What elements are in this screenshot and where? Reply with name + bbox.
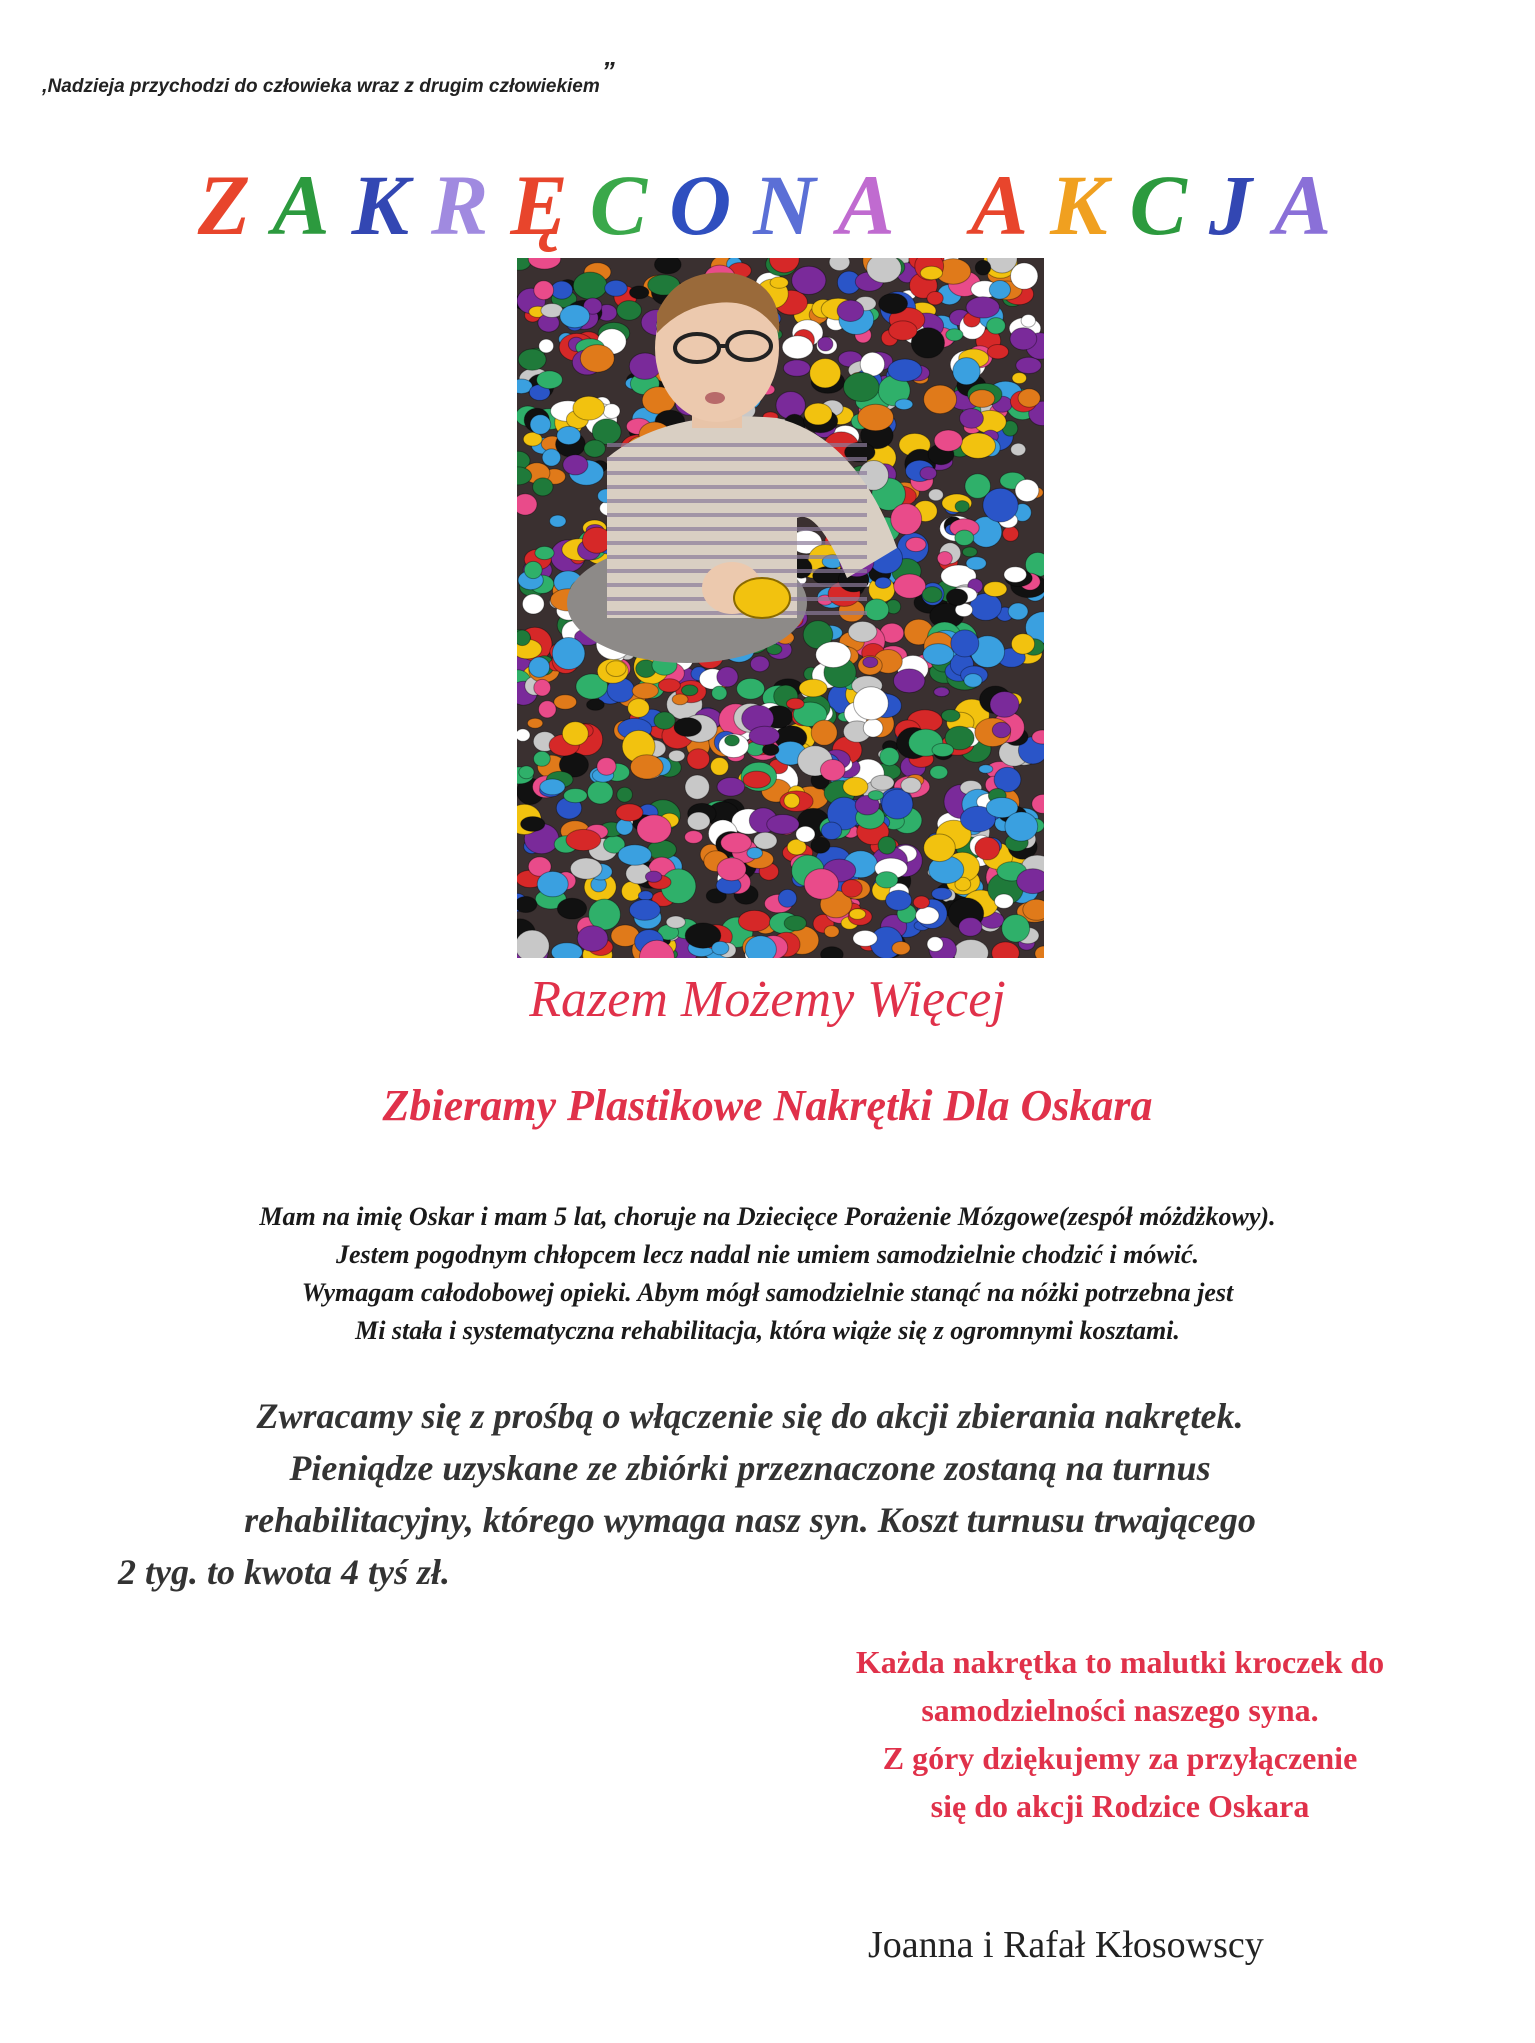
- story-line: Jestem pogodnym chłopcem lecz nadal nie umiem samodzielnie chodzić i mówić.: [335, 1240, 1199, 1269]
- appeal-line: Pieniądze uzyskane ze zbiórki przeznaczone zostaną na turnus: [289, 1448, 1211, 1488]
- thanks-line: Z góry dziękujemy za przyłączenie: [882, 1740, 1358, 1776]
- bottle-cap: [922, 587, 942, 603]
- title-letter: A: [1273, 157, 1338, 253]
- bottle-cap: [787, 698, 805, 709]
- bottle-cap: [875, 577, 891, 588]
- bottle-cap: [745, 936, 776, 958]
- bottle-cap: [632, 683, 658, 699]
- bottle-cap: [889, 321, 917, 340]
- sweater-stripe: [607, 471, 867, 475]
- title-letter: K: [351, 157, 416, 253]
- bottle-cap: [804, 869, 838, 899]
- bottle-cap: [824, 926, 839, 938]
- title-letter: C: [589, 157, 654, 253]
- bottle-cap: [557, 898, 586, 919]
- bottle-cap: [524, 561, 542, 578]
- bottle-cap: [1002, 915, 1030, 943]
- bottle-cap: [992, 722, 1010, 738]
- bottle-cap: [853, 930, 877, 946]
- bottle-cap: [784, 916, 806, 931]
- bottle-cap: [923, 644, 954, 665]
- bottle-cap: [782, 336, 813, 359]
- bottle-cap: [865, 599, 889, 621]
- bottle-cap: [551, 281, 573, 299]
- story-line: Mi stała i systematyczna rehabilitacja, która wiąże się z ogromnymi kosztami.: [355, 1316, 1180, 1345]
- bottle-cap: [979, 765, 993, 774]
- bottle-cap: [955, 530, 974, 545]
- bottle-cap: [534, 281, 554, 300]
- bottle-cap: [913, 896, 929, 909]
- bottle-cap: [587, 699, 605, 710]
- appeal-line: rehabilitacyjny, którego wymaga nasz syn. Koszt turnusu trwającego: [244, 1500, 1256, 1540]
- bottle-cap: [1023, 899, 1044, 920]
- bottle-cap: [717, 667, 738, 687]
- bottle-cap: [811, 837, 830, 853]
- title-letter: R: [431, 157, 495, 253]
- bottle-cap: [1012, 373, 1026, 384]
- bottle-cap: [1010, 328, 1037, 350]
- title-letter: K: [1050, 157, 1114, 253]
- bottle-cap: [867, 258, 902, 283]
- bottle-cap: [894, 669, 925, 693]
- bottle-cap: [521, 817, 545, 832]
- sweater-stripe: [607, 457, 867, 461]
- bottle-cap: [975, 837, 1000, 860]
- bottle-cap: [518, 349, 546, 370]
- bottle-cap: [540, 779, 565, 795]
- bottle-cap: [770, 277, 788, 288]
- sweater-stripe: [607, 555, 867, 559]
- bottle-cap: [843, 777, 868, 796]
- bottle-cap: [953, 358, 980, 385]
- motto-text: Nadzieja przychodzi do człowieka wraz z drugim człowiekiem: [47, 76, 600, 97]
- bottle-cap: [987, 318, 1006, 334]
- child-photo: [517, 258, 1044, 958]
- signature: Joanna i Rafał Kłosowscy: [868, 1924, 1264, 1966]
- bottle-cap: [606, 661, 626, 677]
- bottle-cap: [712, 686, 727, 700]
- bottle-cap: [767, 815, 799, 835]
- bottle-cap: [638, 891, 652, 901]
- bottle-cap: [844, 373, 880, 402]
- bottle-cap: [763, 744, 779, 756]
- bottle-cap: [552, 638, 585, 670]
- sweater-stripe: [607, 485, 867, 489]
- bottle-cap: [712, 941, 729, 954]
- bottle-cap: [534, 751, 551, 766]
- bottle-cap: [754, 832, 777, 849]
- bottle-cap: [837, 300, 864, 321]
- story-line: Wymagam całodobowej opieki. Abym mógł samodzielnie stanąć na nóżki potrzebna jest: [301, 1278, 1234, 1307]
- bottle-cap: [597, 758, 616, 776]
- bottle-cap: [891, 504, 922, 535]
- bottle-cap: [1008, 603, 1028, 620]
- bottle-cap: [930, 766, 948, 779]
- bottle-cap: [792, 266, 826, 294]
- bottle-cap: [960, 409, 984, 429]
- bottle-cap: [603, 404, 620, 419]
- bottle-cap: [725, 735, 740, 746]
- bottle-cap: [628, 699, 650, 718]
- bottle-cap: [630, 755, 663, 779]
- quote-close-mark: ”: [601, 56, 615, 86]
- bottle-cap: [527, 718, 542, 728]
- bottle-cap: [717, 858, 746, 881]
- bottle-cap: [934, 687, 949, 696]
- bottle-cap: [557, 426, 581, 444]
- story-paragraph: [0, 1198, 1535, 1350]
- bottle-cap: [951, 630, 979, 657]
- sweater-stripe: [607, 513, 867, 517]
- bottle-cap: [554, 695, 577, 710]
- bottle-cap: [863, 719, 883, 737]
- bottle-cap: [821, 822, 841, 839]
- bottle-cap: [580, 345, 614, 373]
- bottle-cap: [563, 455, 588, 475]
- bottle-cap: [685, 831, 703, 844]
- slogan: Razem Możemy Więcej: [529, 971, 1006, 1028]
- bottle-cap: [920, 467, 937, 480]
- bottle-cap: [1011, 263, 1038, 289]
- bottle-cap: [946, 329, 963, 341]
- bottle-cap: [964, 674, 982, 688]
- bottle-cap: [975, 260, 990, 275]
- bottle-cap: [674, 718, 701, 737]
- bottle-cap: [941, 710, 960, 722]
- bottle-cap: [927, 292, 943, 305]
- title-letter: A: [272, 157, 336, 253]
- bottle-cap: [1011, 443, 1026, 455]
- sweater-stripe: [607, 443, 867, 447]
- bottle-cap: [888, 359, 922, 381]
- bottle-cap: [617, 787, 633, 802]
- bottle-cap: [820, 760, 845, 781]
- bottle-cap: [783, 360, 810, 376]
- campaign-heading: Zbieramy Plastikowe Nakrętki Dla Oskara: [382, 1081, 1153, 1130]
- motto-quote: [42, 56, 615, 99]
- bottle-cap: [743, 771, 771, 788]
- bottle-cap: [617, 301, 642, 321]
- bottle-cap: [821, 947, 844, 958]
- bottle-cap: [946, 589, 967, 606]
- bottle-cap: [738, 910, 770, 931]
- bottle-cap: [1016, 357, 1041, 373]
- bottle-cap: [672, 694, 688, 705]
- bottle-cap: [880, 748, 899, 766]
- bottle-cap: [645, 871, 661, 882]
- bottle-cap: [654, 712, 675, 729]
- bottle-cap: [868, 791, 883, 801]
- bottle-cap: [892, 942, 910, 955]
- bottle-cap: [987, 345, 1008, 359]
- bottle-cap: [535, 546, 554, 559]
- bottle-cap: [920, 266, 942, 279]
- bottle-cap: [929, 489, 944, 501]
- bottle-cap: [959, 918, 982, 937]
- bottle-cap: [955, 501, 969, 513]
- title-letter: A: [970, 157, 1035, 253]
- sweater-stripe: [607, 527, 867, 531]
- bottle-cap: [784, 793, 800, 808]
- bottle-cap: [969, 390, 994, 408]
- bottle-cap: [655, 258, 682, 274]
- bottle-cap: [605, 280, 628, 296]
- bottle-cap: [995, 894, 1014, 908]
- bottle-cap: [916, 907, 939, 924]
- bottle-cap: [573, 396, 605, 420]
- bottle-cap: [630, 286, 649, 299]
- bottle-cap: [658, 679, 680, 692]
- bottle-cap: [669, 750, 685, 761]
- bottle-cap: [530, 415, 551, 435]
- bottle-cap: [517, 897, 537, 913]
- page-title: [0, 155, 1535, 255]
- bottle-cap: [560, 305, 590, 328]
- bottle-cap: [750, 656, 769, 672]
- bottle-cap: [799, 679, 827, 697]
- bottle-cap: [818, 337, 833, 351]
- bottle-cap: [841, 880, 862, 898]
- bottle-cap: [519, 766, 534, 779]
- bottle-cap: [618, 845, 651, 866]
- bottle-cap: [854, 687, 889, 720]
- bottle-cap: [878, 837, 896, 855]
- bottle-cap: [566, 829, 601, 850]
- appeal-paragraph: [110, 1390, 1390, 1598]
- bottle-cap: [811, 720, 837, 745]
- bottle-cap: [1021, 315, 1035, 328]
- bottle-cap: [882, 789, 913, 819]
- held-cap: [734, 578, 790, 618]
- bottle-cap: [871, 775, 894, 790]
- bottle-cap: [517, 494, 537, 515]
- bottle-cap: [682, 685, 698, 696]
- bottle-cap: [879, 294, 908, 314]
- bottle-cap: [924, 834, 956, 862]
- bottle-cap: [924, 385, 957, 414]
- bottle-cap: [895, 399, 913, 410]
- bottle-cap: [539, 701, 557, 718]
- bottle-cap: [570, 858, 602, 879]
- bottle-cap: [906, 537, 926, 551]
- bottle-cap: [529, 657, 550, 677]
- bottle-cap: [616, 804, 643, 821]
- bottle-cap: [849, 909, 865, 920]
- bottle-cap: [937, 552, 952, 566]
- bottle-cap: [983, 488, 1018, 522]
- bottle-cap: [816, 642, 851, 668]
- bottle-cap: [989, 281, 1010, 300]
- bottle-cap: [886, 890, 912, 910]
- bottle-cap: [537, 871, 568, 896]
- bottle-cap: [517, 930, 549, 958]
- title-letter: Z: [197, 157, 257, 253]
- bottle-cap: [990, 692, 1019, 718]
- bottle-cap: [932, 888, 952, 900]
- title-letter: N: [753, 157, 822, 253]
- bottle-cap: [533, 478, 553, 496]
- bottle-cap: [932, 743, 954, 756]
- bottle-cap: [587, 781, 613, 804]
- bottle-cap: [573, 272, 607, 299]
- bottle-cap: [778, 889, 796, 907]
- title-letter: C: [1129, 157, 1193, 253]
- bottle-cap: [522, 594, 544, 614]
- bottle-cap: [1011, 634, 1034, 655]
- thanks-line: samodzielności naszego syna.: [921, 1692, 1319, 1728]
- title-letter: J: [1208, 157, 1258, 253]
- bottle-cap: [901, 778, 921, 794]
- title-letter: Ę: [510, 157, 574, 253]
- bottle-cap: [577, 926, 608, 952]
- bottle-cap: [876, 872, 898, 888]
- bottle-cap: [629, 900, 660, 921]
- bottle-cap: [562, 722, 588, 746]
- sweater-stripe: [607, 499, 867, 503]
- bottle-cap: [685, 775, 709, 799]
- bottle-cap: [1018, 389, 1040, 407]
- bottle-cap: [637, 815, 671, 843]
- appeal-line: Zwracamy się z prośbą o włączenie się do akcji zbierania nakrętek.: [256, 1396, 1244, 1436]
- bottle-cap: [934, 430, 962, 451]
- bottle-cap: [711, 758, 729, 776]
- bottle-cap: [737, 678, 765, 699]
- bottle-cap: [1004, 567, 1027, 583]
- bottle-cap: [966, 557, 986, 570]
- bottle-cap: [966, 297, 999, 318]
- bottle-cap: [863, 657, 878, 668]
- quote-open-mark: ,: [42, 75, 48, 97]
- bottle-cap: [687, 812, 710, 830]
- bottle-cap: [810, 359, 841, 388]
- bottle-cap: [848, 621, 877, 642]
- title-letter: O: [669, 157, 738, 253]
- bottle-cap: [687, 749, 710, 769]
- bottle-cap: [1017, 869, 1044, 894]
- bottle-cap: [550, 515, 566, 527]
- bottle-cap: [747, 848, 763, 859]
- thanks-paragraph: [780, 1638, 1460, 1830]
- bottle-cap: [564, 789, 588, 803]
- appeal-line: 2 tyg. to kwota 4 tyś zł.: [118, 1552, 450, 1592]
- bottle-cap: [584, 440, 605, 457]
- bottle-cap: [517, 630, 530, 646]
- bottle-cap: [717, 778, 745, 797]
- bottle-cap: [721, 833, 752, 853]
- bottle-cap: [589, 899, 621, 930]
- story-line: Mam na imię Oskar i mam 5 lat, choruje na Dziecięce Porażenie Mózgowe(zespół móżdżkowy).: [259, 1202, 1276, 1231]
- thanks-line: Każda nakrętka to malutki kroczek do: [855, 1644, 1385, 1680]
- bottle-cap: [1015, 479, 1039, 501]
- title-letter: A: [837, 157, 901, 253]
- bottle-cap: [984, 582, 1007, 597]
- bottle-cap: [517, 729, 530, 741]
- bottle-cap: [534, 679, 551, 696]
- child-mouth: [705, 392, 725, 404]
- sweater-stripe: [607, 541, 867, 545]
- bottle-cap: [542, 449, 560, 466]
- bottle-cap: [927, 937, 943, 952]
- bottle-cap: [962, 547, 977, 557]
- bottle-cap: [804, 403, 832, 425]
- bottle-cap: [666, 916, 685, 928]
- bottle-cap: [829, 258, 850, 271]
- bottle-cap: [1003, 526, 1019, 541]
- bottle-cap: [537, 371, 563, 389]
- bottle-cap: [622, 882, 642, 901]
- bottle-cap: [894, 574, 926, 598]
- bottle-cap: [1005, 812, 1038, 841]
- bottle-cap: [551, 943, 582, 958]
- child-in-bottle-caps-image: [517, 258, 1044, 958]
- bottle-cap: [796, 826, 815, 842]
- bottle-cap: [858, 404, 894, 431]
- bottle-cap: [961, 433, 996, 458]
- thanks-line: się do akcji Rodzice Oskara: [930, 1788, 1310, 1824]
- bottle-cap: [749, 726, 779, 745]
